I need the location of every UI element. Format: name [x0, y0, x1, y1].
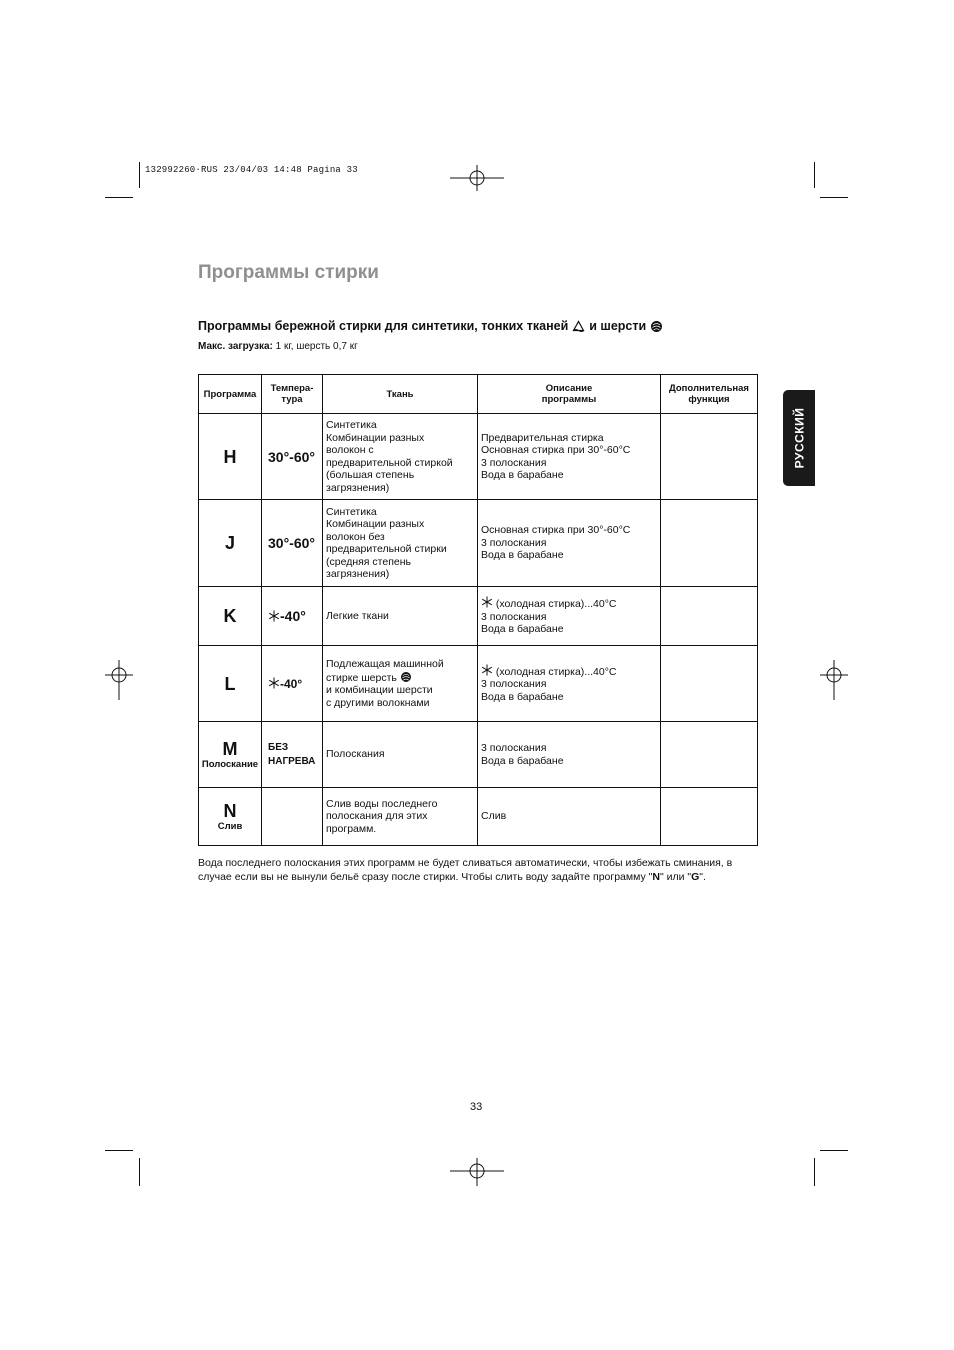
description-text: (холодная стирка)...40°С: [495, 665, 617, 678]
crop-mark: [814, 162, 815, 188]
header-desc-line-2: программы: [541, 394, 597, 405]
fabric-line: Синтетика: [326, 505, 377, 518]
program-cell: [199, 722, 262, 788]
registration-mark-icon: [450, 165, 504, 191]
description-line: Основная стирка при 30°-60°С: [481, 524, 631, 537]
footnote: [198, 857, 758, 884]
fabric-line: предварительной стирки: [326, 543, 447, 555]
fabric-line: Слив воды последнего: [326, 797, 438, 810]
extra-function-cell: [661, 500, 758, 587]
description-line: 3 полоскания: [481, 678, 547, 691]
fabric-cell: [323, 500, 478, 587]
description-cell: [478, 587, 661, 646]
fabric-line: Подлежащая машинной: [326, 658, 444, 670]
description-line: Вода в барабане: [481, 549, 564, 562]
fabric-line: [326, 671, 474, 685]
fabric-text: стирке шерсть: [326, 671, 397, 684]
header-program: Программа: [199, 375, 262, 414]
temperature-cell: [262, 646, 323, 722]
description-line: Вода в барабане: [481, 754, 564, 767]
fabric-cell: [323, 788, 478, 846]
temperature-line: НАГРЕВА: [268, 755, 316, 767]
description-cell: [478, 722, 661, 788]
header-temperature: [262, 375, 323, 414]
page-number: 33: [470, 1101, 483, 1113]
fabric-line: полоскания для этих: [326, 810, 428, 823]
description-line: Слив: [481, 810, 507, 823]
description-cell: [478, 646, 661, 722]
description-line: Вода в барабане: [481, 623, 564, 636]
crop-mark: [820, 1150, 848, 1151]
description-line: Предварительная стирка: [481, 431, 604, 444]
fabric-line: Синтетика: [326, 419, 377, 431]
registration-mark-icon: [105, 660, 133, 700]
print-header: 132992260·RUS 23/04/03 14:48 Pagina 33: [145, 165, 358, 175]
fabric-line: волокон с: [326, 444, 374, 456]
max-load: [198, 341, 358, 352]
crop-mark: [139, 162, 140, 188]
header-extra-function: [661, 375, 758, 414]
crop-mark: [105, 197, 133, 198]
temperature-cell: [262, 587, 323, 646]
header-temp-line-2: тура: [281, 394, 303, 405]
fabric-cell: [323, 587, 478, 646]
table-row: [199, 788, 758, 846]
footnote-program-n: N: [652, 870, 660, 883]
delicate-fabric-icon: [572, 320, 585, 332]
header-temp-line-1: Темпера-: [270, 383, 314, 394]
fabric-line: Полоскания: [326, 748, 385, 761]
description-line: 3 полоскания: [481, 456, 547, 469]
header-description: [478, 375, 661, 414]
description-cell: [478, 500, 661, 587]
extra-function-cell: [661, 722, 758, 788]
programs-table: [198, 374, 758, 846]
footnote-text-end: ".: [699, 870, 706, 883]
crop-mark: [105, 1150, 133, 1151]
fabric-line: с другими волокнами: [326, 696, 430, 709]
program-cell: [199, 788, 262, 846]
crop-mark: [814, 1158, 815, 1186]
description-line: [481, 596, 657, 611]
description-line: [481, 664, 657, 679]
description-line: Вода в барабане: [481, 469, 564, 481]
description-line: 3 полоскания: [481, 742, 547, 754]
temperature-line: БЕЗ: [268, 741, 289, 753]
fabric-line: загрязнения): [326, 481, 390, 494]
cold-wash-icon: [481, 664, 493, 676]
footnote-program-g: G: [691, 870, 700, 883]
cold-wash-icon: [481, 596, 493, 608]
temperature-value: -40°: [280, 676, 303, 691]
program-letter: N: [223, 800, 237, 821]
temperature-cell: [262, 788, 323, 846]
table-row: [199, 646, 758, 722]
cold-wash-icon: [268, 677, 280, 689]
language-tab-label: РУССКИЙ: [792, 407, 806, 469]
program-letter: H: [223, 446, 237, 467]
max-load-value: 1 кг, шерсть 0,7 кг: [275, 341, 358, 352]
program-letter: L: [224, 673, 236, 694]
program-letter: M: [222, 738, 238, 759]
header-extra-line-1: Дополнительная: [669, 383, 749, 394]
program-letter: J: [224, 533, 235, 553]
wool-icon: [650, 320, 663, 333]
header-extra-line-2: функция: [688, 394, 730, 405]
program-name: Слив: [217, 820, 243, 832]
max-load-label: Макс. загрузка:: [198, 341, 273, 352]
wool-icon: [400, 671, 412, 683]
extra-function-cell: [661, 414, 758, 500]
description-line: Вода в барабане: [481, 690, 564, 703]
fabric-line: Комбинации разных: [326, 518, 425, 530]
temperature-cell: 30°-60°: [262, 414, 323, 500]
description-text: (холодная стирка)...40°С: [495, 598, 617, 611]
fabric-cell: [323, 722, 478, 788]
description-cell: [478, 788, 661, 846]
temperature-cell: 30°-60°: [262, 500, 323, 587]
program-letter: K: [223, 606, 237, 626]
program-cell: [199, 646, 262, 722]
table-row: [199, 414, 758, 500]
crop-mark: [139, 1158, 140, 1186]
fabric-line: загрязнения): [326, 568, 390, 580]
temperature-cell: [262, 722, 323, 788]
header-desc-line-1: Описание: [545, 383, 593, 394]
fabric-line: программ.: [326, 822, 377, 835]
footnote-text: Вода последнего полоскания этих программ не будет сливаться автоматически, чтобы избежать сминания, в случае если вы не вынули бельё сразу после стирки. Чтобы слить воду задайте программу ": [198, 857, 733, 883]
fabric-cell: [323, 414, 478, 500]
table-header-row: [199, 375, 758, 414]
extra-function-cell: [661, 587, 758, 646]
fabric-line: (большая степень: [326, 469, 415, 481]
section-title-and: и шерсти: [589, 319, 647, 333]
registration-mark-icon: [820, 660, 848, 700]
program-cell: [199, 500, 262, 587]
crop-mark: [820, 197, 848, 198]
table-row: [199, 500, 758, 587]
description-line: Основная стирка при 30°-60°С: [481, 444, 631, 456]
fabric-line: Комбинации разных: [326, 431, 425, 444]
fabric-line: (средняя степень: [326, 555, 411, 568]
header-fabric: Ткань: [323, 375, 478, 414]
table-row: [199, 722, 758, 788]
fabric-line: и комбинации шерсти: [326, 684, 433, 696]
description-line: 3 полоскания: [481, 610, 547, 623]
fabric-line: предварительной стиркой: [326, 456, 453, 469]
language-tab: [783, 390, 815, 486]
program-name: Полоскание: [201, 758, 259, 770]
temperature-value: -40°: [280, 608, 306, 624]
extra-function-cell: [661, 788, 758, 846]
program-cell: [199, 587, 262, 646]
description-line: 3 полоскания: [481, 536, 547, 549]
section-title: [198, 319, 663, 333]
fabric-line: Легкие ткани: [326, 609, 389, 622]
registration-mark-icon: [450, 1158, 504, 1186]
description-cell: [478, 414, 661, 500]
table-row: [199, 587, 758, 646]
extra-function-cell: [661, 646, 758, 722]
fabric-line: волокон без: [326, 530, 385, 543]
fabric-cell: [323, 646, 478, 722]
program-cell: [199, 414, 262, 500]
page-title: Программы стирки: [198, 262, 379, 283]
cold-wash-icon: [268, 610, 280, 622]
section-title-text: Программы бережной стирки для синтетики, тонких тканей: [198, 319, 569, 333]
footnote-text-mid: " или ": [659, 870, 692, 883]
